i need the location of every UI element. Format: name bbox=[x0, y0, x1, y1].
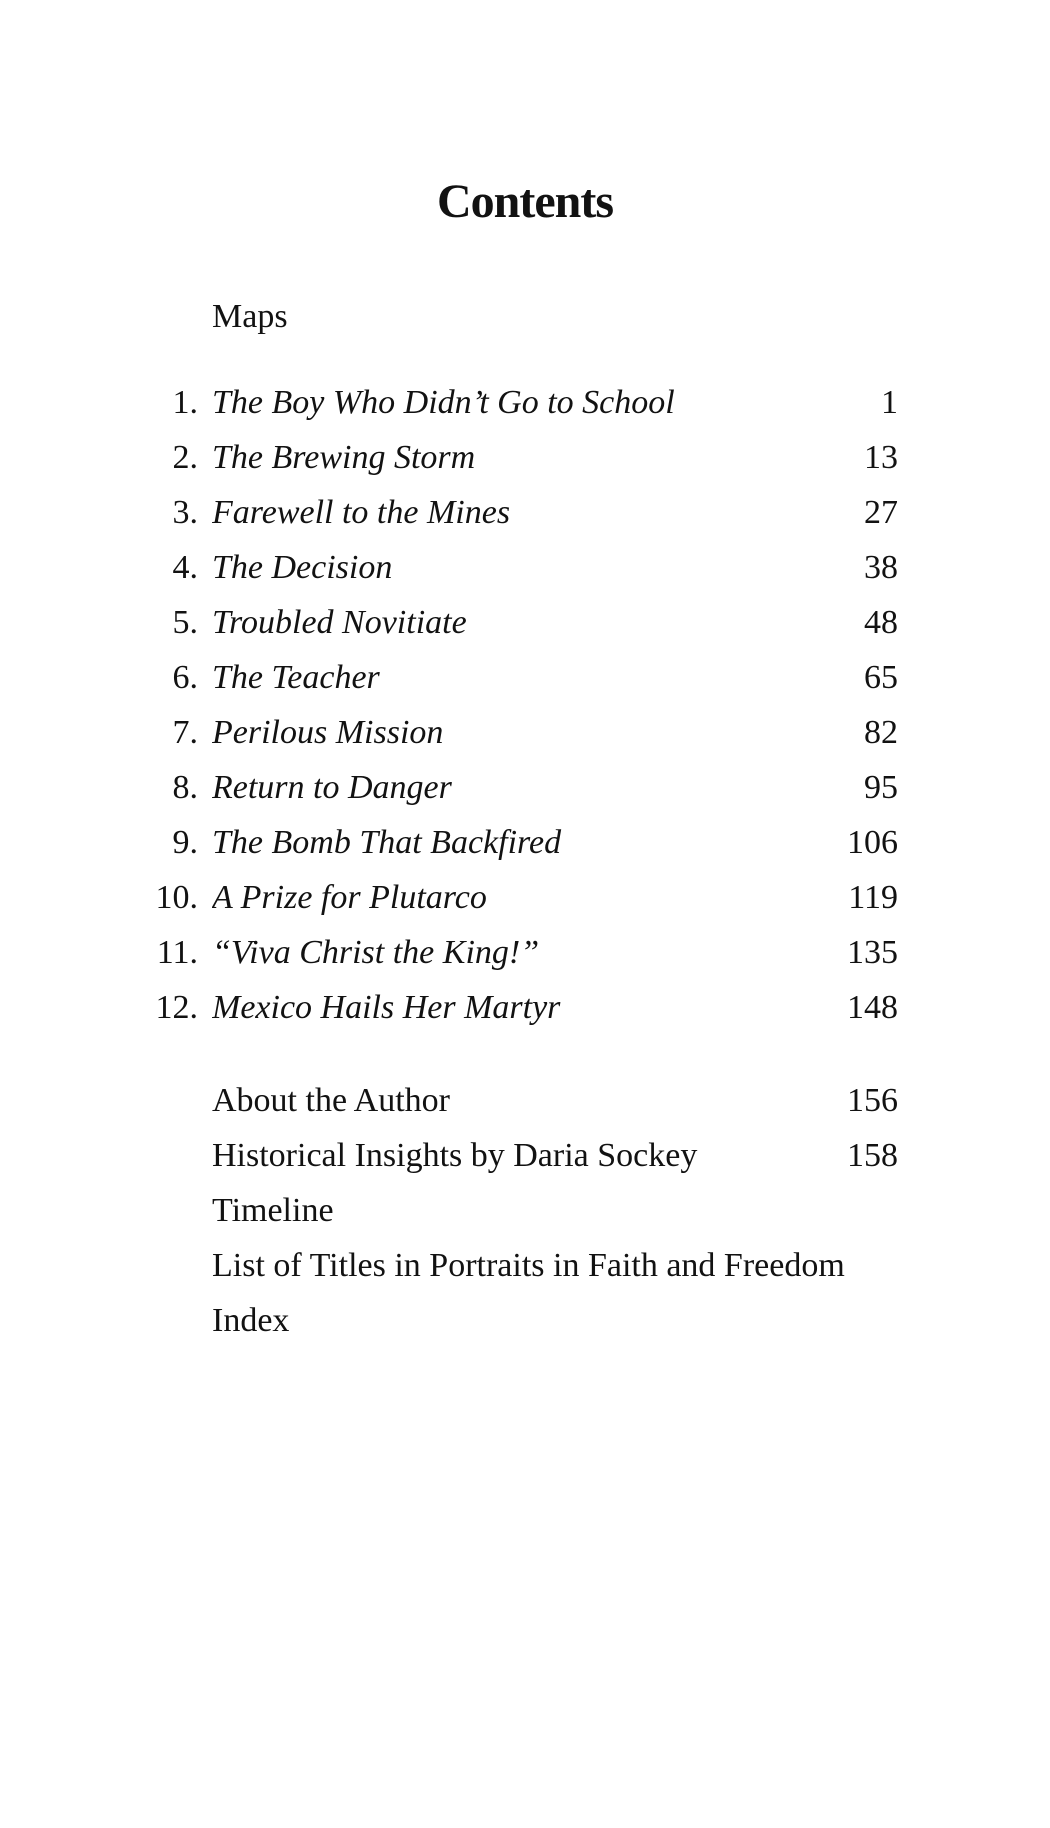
toc-back-matter-row bbox=[147, 1128, 898, 1183]
chapter-number: 11. bbox=[156, 934, 198, 971]
chapter-number: 9. bbox=[172, 824, 198, 861]
toc-chapter-row bbox=[147, 650, 898, 705]
chapter-number: 7. bbox=[172, 714, 198, 751]
toc-back-matter-row bbox=[147, 1183, 898, 1238]
toc-chapter-row bbox=[147, 815, 898, 870]
chapter-page-number: 135 bbox=[847, 934, 898, 971]
chapter-title: The Decision bbox=[212, 549, 393, 586]
toc-back-matter-row bbox=[147, 1073, 898, 1128]
toc-chapter-row bbox=[147, 705, 898, 760]
chapter-title: The Teacher bbox=[212, 659, 380, 696]
chapter-number: 5. bbox=[172, 604, 198, 641]
chapter-title: Return to Danger bbox=[212, 769, 452, 806]
chapter-title: “Viva Christ the King!” bbox=[212, 934, 540, 971]
toc-back-matter-row bbox=[147, 1238, 898, 1293]
back-matter-page-number: 156 bbox=[847, 1082, 898, 1119]
chapter-number: 3. bbox=[172, 494, 198, 531]
chapter-number: 12. bbox=[155, 989, 198, 1026]
toc-back-matter-row bbox=[147, 1293, 898, 1348]
toc-chapter-row bbox=[147, 430, 898, 485]
back-matter-title: List of Titles in Portraits in Faith and Freedom bbox=[212, 1247, 845, 1284]
toc-chapter-row bbox=[147, 870, 898, 925]
chapter-page-number: 1 bbox=[881, 384, 898, 421]
chapter-title: Farewell to the Mines bbox=[212, 494, 511, 531]
chapter-title: Perilous Mission bbox=[212, 714, 444, 751]
back-matter-list bbox=[147, 1073, 898, 1348]
chapter-number: 10. bbox=[155, 879, 198, 916]
toc-chapter-row bbox=[147, 375, 898, 430]
chapter-page-number: 48 bbox=[864, 604, 898, 641]
chapter-page-number: 27 bbox=[864, 494, 898, 531]
back-matter-title: About the Author bbox=[212, 1082, 450, 1119]
chapter-page-number: 119 bbox=[848, 879, 898, 916]
chapter-number: 2. bbox=[172, 439, 198, 476]
chapter-list bbox=[147, 375, 898, 1035]
chapter-page-number: 65 bbox=[864, 659, 898, 696]
toc-chapter-row bbox=[147, 595, 898, 650]
maps-label: Maps bbox=[212, 298, 288, 335]
toc-chapter-row bbox=[147, 540, 898, 595]
chapter-page-number: 38 bbox=[864, 549, 898, 586]
back-matter-title: Index bbox=[212, 1302, 290, 1339]
toc-chapter-row bbox=[147, 925, 898, 980]
table-of-contents bbox=[147, 289, 898, 1348]
chapter-title: The Boy Who Didn’t Go to School bbox=[212, 384, 675, 421]
back-matter-page-number: 158 bbox=[847, 1137, 898, 1174]
chapter-number: 8. bbox=[172, 769, 198, 806]
chapter-page-number: 106 bbox=[847, 824, 898, 861]
chapter-page-number: 13 bbox=[864, 439, 898, 476]
page-title: Contents bbox=[436, 175, 613, 228]
back-matter-title: Timeline bbox=[212, 1192, 334, 1229]
toc-chapter-row bbox=[147, 485, 898, 540]
toc-chapter-row bbox=[147, 760, 898, 815]
chapter-page-number: 148 bbox=[847, 989, 898, 1026]
back-matter-title: Historical Insights by Daria Sockey bbox=[212, 1137, 698, 1174]
chapter-page-number: 82 bbox=[864, 714, 898, 751]
toc-entry-maps bbox=[147, 289, 898, 344]
chapter-title: Mexico Hails Her Martyr bbox=[212, 989, 561, 1026]
chapter-number: 1. bbox=[172, 384, 198, 421]
chapter-title: Troubled Novitiate bbox=[212, 604, 467, 641]
chapter-title: A Prize for Plutarco bbox=[212, 879, 487, 916]
chapter-number: 6. bbox=[172, 659, 198, 696]
chapter-title: The Brewing Storm bbox=[212, 439, 476, 476]
chapter-page-number: 95 bbox=[864, 769, 898, 806]
toc-chapter-row bbox=[147, 980, 898, 1035]
chapter-title: The Bomb That Backfired bbox=[212, 824, 562, 861]
chapter-number: 4. bbox=[172, 549, 198, 586]
